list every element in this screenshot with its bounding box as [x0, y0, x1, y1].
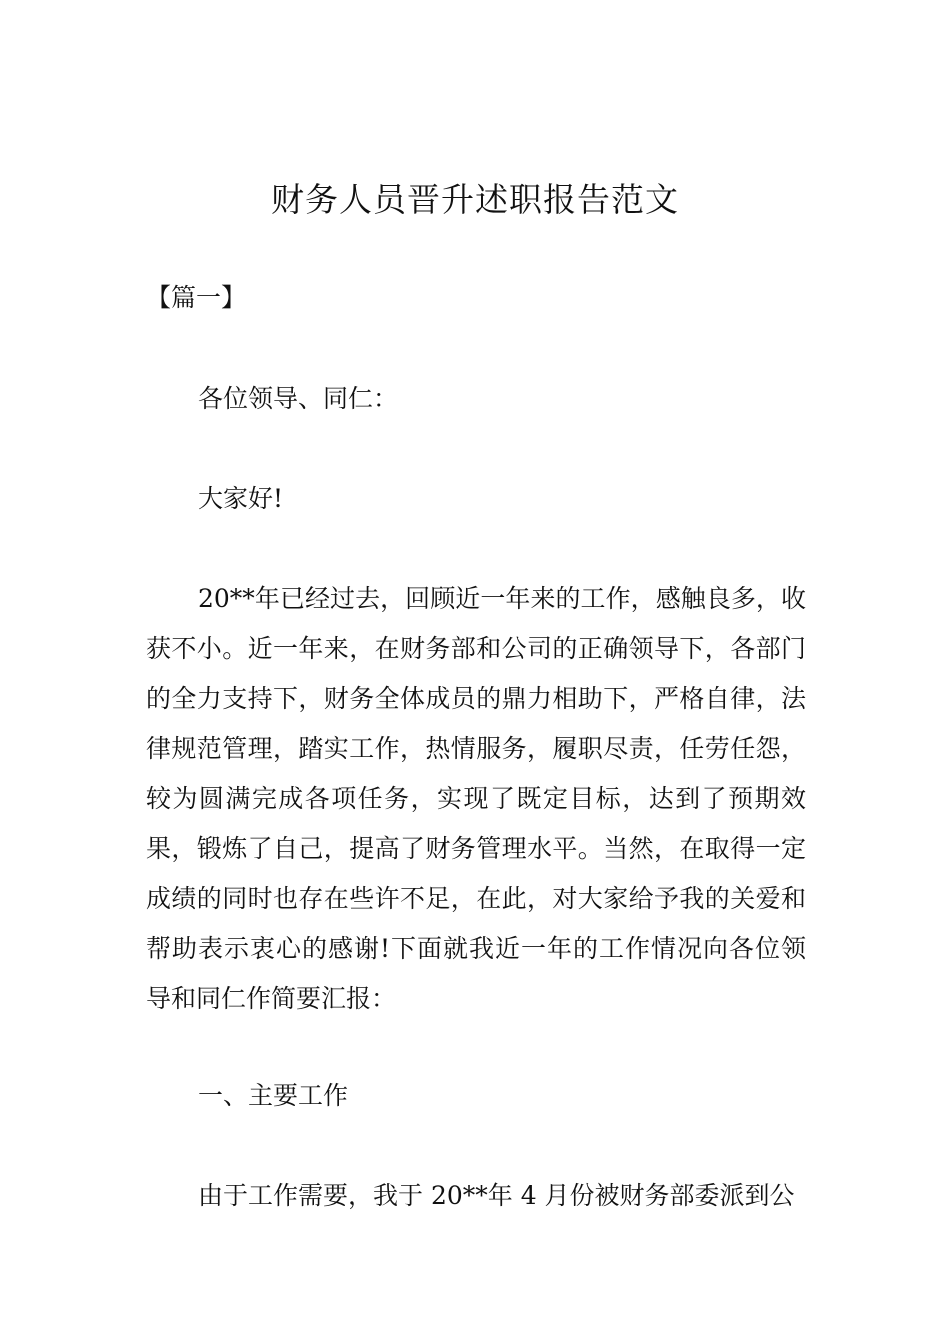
greeting: 大家好!: [198, 484, 284, 513]
salutation: 各位领导、同仁：: [198, 384, 399, 413]
body-paragraph-2: 由于工作需要，我于 20**年 4 月份被财务部委派到公: [198, 1181, 795, 1210]
section-label: 【篇一】: [146, 283, 247, 312]
body-paragraph-1: 20**年已经过去，回顾近一年来的工作，感触良多，收获不小。近一年来，在财务部和公司的正确领导下，各部门的全力支持下，财务全体成员的鼎力相助下，严格自律，法律规范管理，踏实工作，热情服务，履职尽责，任劳任怨，较为圆满完成各项任务，实现了既定目标，达到了预期效果，锻炼了自己，提高了财务管理水平。当然，在取得一定成绩的同时也存在些许不足，在此，对大家给予我的关爱和帮助表示衷心的感谢!下面就我近一年的工作情况向各位领导和同仁作简要汇报：: [146, 584, 806, 1013]
page-title: 财务人员晋升述职报告范文: [271, 180, 679, 219]
section-heading-main-work: 一、主要工作: [198, 1081, 349, 1110]
